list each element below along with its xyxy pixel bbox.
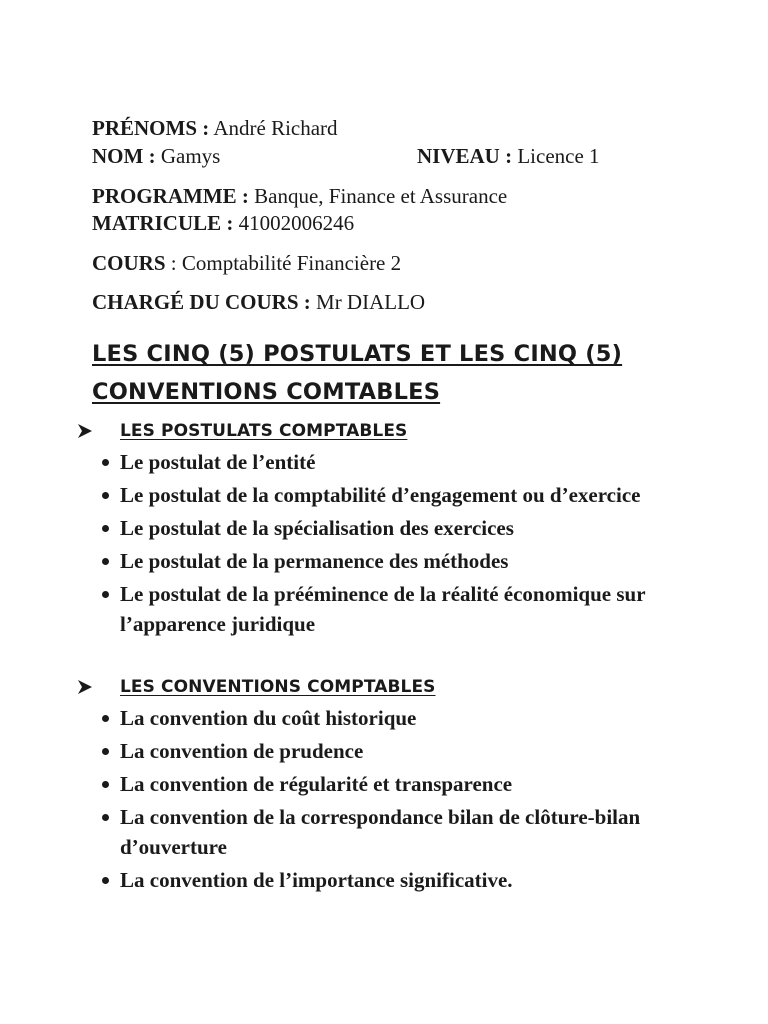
matricule-value: 41002006246 xyxy=(238,211,355,235)
list-item-text: Le postulat de la spécialisation des exercices xyxy=(120,516,514,540)
postulats-list xyxy=(102,447,682,642)
list-item-text: La convention de la correspondance bilan de clôture-bilan d’ouverture xyxy=(120,805,641,859)
list-item xyxy=(102,447,682,477)
bullet-dot-icon xyxy=(102,492,109,499)
prenoms-line xyxy=(92,115,338,141)
list-item xyxy=(102,865,682,895)
bullet-dot-icon xyxy=(102,715,109,722)
bullet-dot-icon xyxy=(102,459,109,466)
list-item-text: La convention de prudence xyxy=(120,739,364,763)
bullet-dot-icon xyxy=(102,814,109,821)
bullet-dot-icon xyxy=(102,748,109,755)
section-conventions-title: LES CONVENTIONS COMPTABLES xyxy=(120,677,436,697)
list-item-text: La convention de régularité et transparence xyxy=(120,772,513,796)
cours-value: : Comptabilité Financière 2 xyxy=(170,251,402,275)
bullet-dot-icon xyxy=(102,591,109,598)
list-item xyxy=(102,480,682,510)
list-item xyxy=(102,546,682,576)
list-item-text: Le postulat de l’entité xyxy=(120,450,316,474)
prenoms-value: André Richard xyxy=(213,116,338,140)
cours-line xyxy=(92,250,401,276)
niveau-value: Licence 1 xyxy=(517,144,600,168)
bullet-dot-icon xyxy=(102,558,109,565)
list-item xyxy=(102,769,682,799)
matricule-line xyxy=(92,210,354,236)
charge-label: CHARGÉ DU COURS : xyxy=(92,290,311,314)
list-item-text: La convention du coût historique xyxy=(120,706,417,730)
page-title-text: LES CINQ (5) POSTULATS ET LES CINQ (5) CONVENTIONS COMTABLES xyxy=(92,341,623,405)
list-item-text: Le postulat de la comptabilité d’engagement ou d’exercice xyxy=(120,483,641,507)
conventions-list xyxy=(102,703,682,898)
programme-value: Banque, Finance et Assurance xyxy=(254,184,508,208)
page-title xyxy=(92,335,692,411)
charge-value: Mr DIALLO xyxy=(316,290,426,314)
bullet-dot-icon xyxy=(102,781,109,788)
bullet-dot-icon xyxy=(102,525,109,532)
arrowhead-bullet-icon xyxy=(76,422,94,440)
list-item xyxy=(102,579,682,639)
list-item-text: Le postulat de la prééminence de la réalité économique sur l’apparence juridique xyxy=(120,582,646,636)
prenoms-label: PRÉNOMS : xyxy=(92,116,210,140)
charge-line xyxy=(92,289,425,315)
nom-niveau-line xyxy=(92,143,600,169)
nom-value: Gamys xyxy=(160,144,221,168)
matricule-label: MATRICULE : xyxy=(92,211,234,235)
niveau-field xyxy=(417,143,600,169)
nom-label: NOM : xyxy=(92,144,156,168)
niveau-label: NIVEAU : xyxy=(417,144,513,168)
list-item-text: Le postulat de la permanence des méthodes xyxy=(120,549,509,573)
programme-line xyxy=(92,183,507,209)
cours-label: COURS xyxy=(92,251,166,275)
bullet-dot-icon xyxy=(102,877,109,884)
list-item-text: La convention de l’importance significative. xyxy=(120,868,513,892)
list-item xyxy=(102,736,682,766)
list-item xyxy=(102,703,682,733)
arrowhead-bullet-icon xyxy=(76,678,94,696)
list-item xyxy=(102,802,682,862)
list-item xyxy=(102,513,682,543)
section-postulats-title: LES POSTULATS COMPTABLES xyxy=(120,421,408,441)
programme-label: PROGRAMME : xyxy=(92,184,249,208)
